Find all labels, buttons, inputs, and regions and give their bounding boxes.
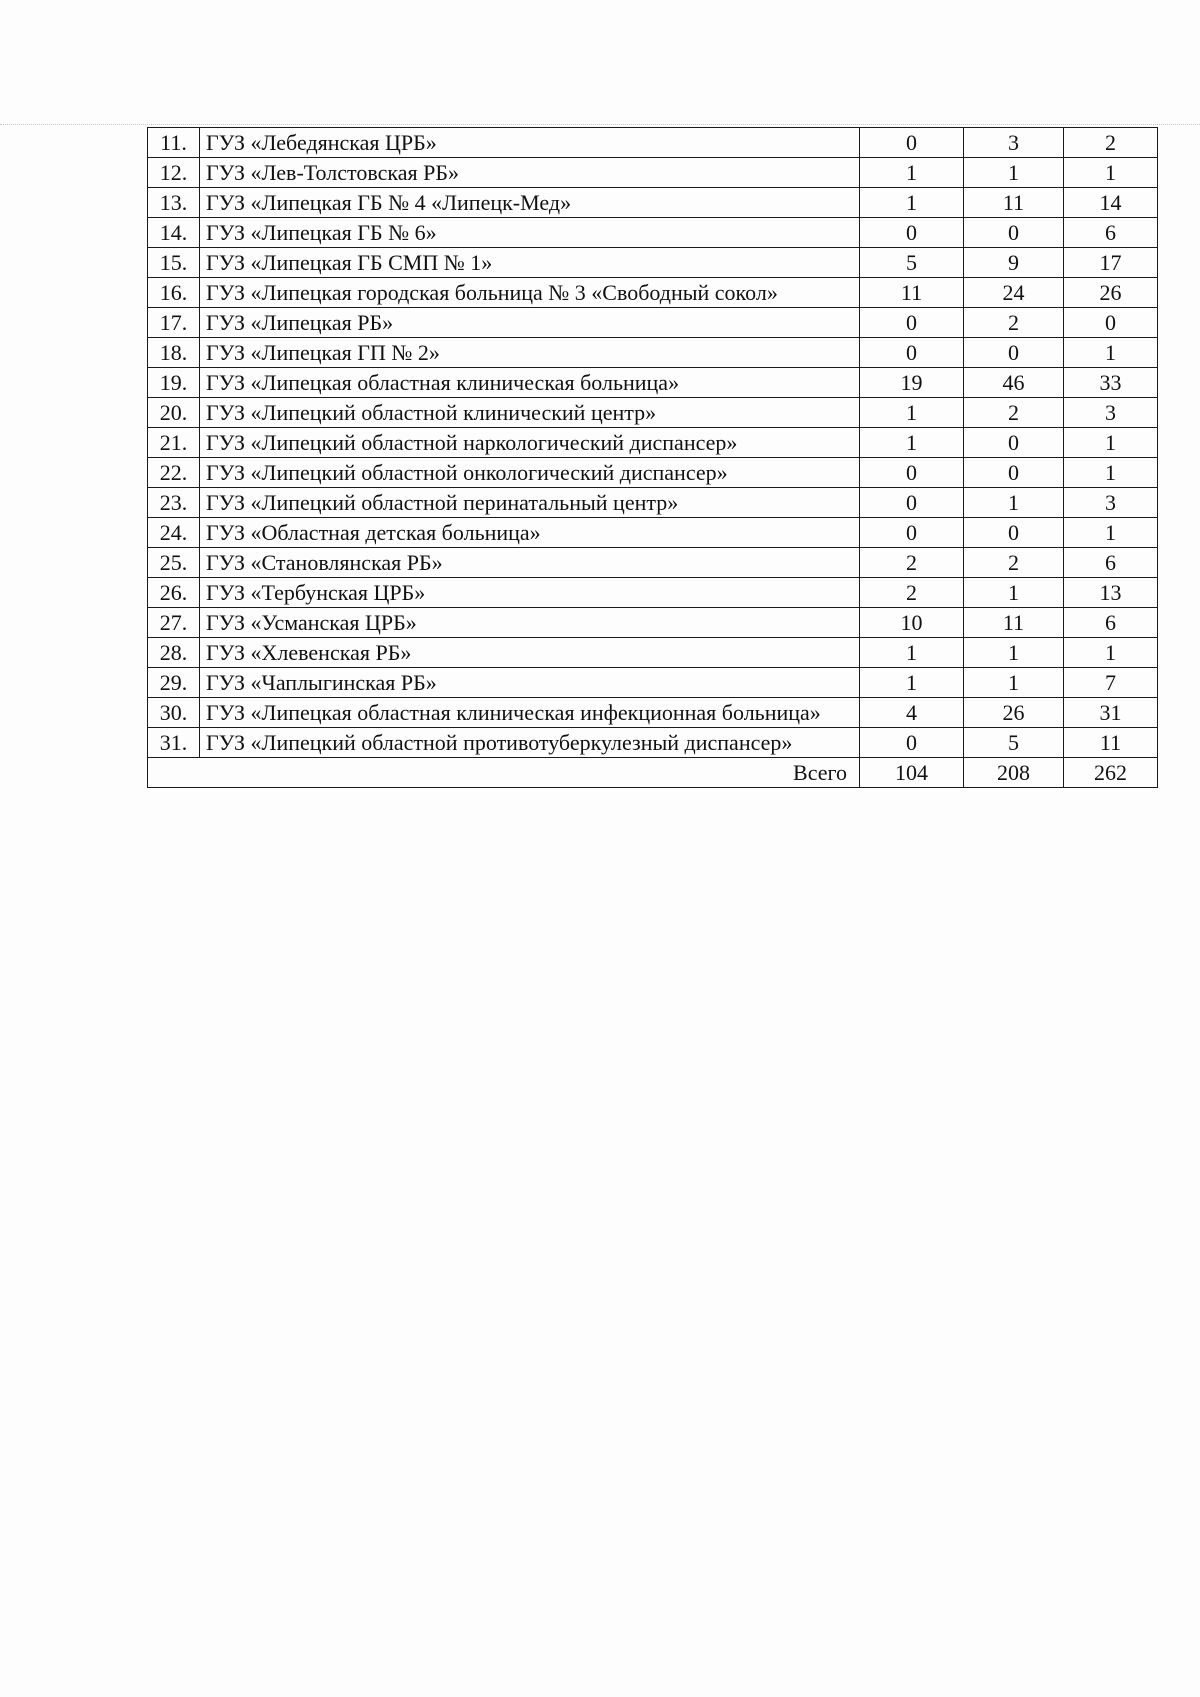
- facility-name: ГУЗ «Усманская ЦРБ»: [200, 608, 860, 638]
- total-row: [148, 758, 1158, 788]
- value-col-1: 0: [860, 728, 964, 758]
- value-col-2: 1: [964, 578, 1064, 608]
- scan-artifact-line: [0, 124, 1200, 125]
- value-col-3: 7: [1064, 668, 1158, 698]
- value-col-3: 1: [1064, 338, 1158, 368]
- value-col-2: 3: [964, 128, 1064, 158]
- row-number: 18.: [148, 338, 200, 368]
- table-row: [148, 218, 1158, 248]
- table-row: [148, 308, 1158, 338]
- facility-name: ГУЗ «Липецкий областной перинатальный центр»: [200, 488, 860, 518]
- table-body: [148, 128, 1158, 788]
- value-col-2: 1: [964, 638, 1064, 668]
- value-col-2: 24: [964, 278, 1064, 308]
- table-row: [148, 128, 1158, 158]
- table-row: [148, 668, 1158, 698]
- facility-name: ГУЗ «Липецкая ГП № 2»: [200, 338, 860, 368]
- value-col-2: 2: [964, 308, 1064, 338]
- facility-name: ГУЗ «Хлевенская РБ»: [200, 638, 860, 668]
- table-row: [148, 458, 1158, 488]
- facility-name: ГУЗ «Лев-Толстовская РБ»: [200, 158, 860, 188]
- value-col-2: 2: [964, 398, 1064, 428]
- facility-name: ГУЗ «Липецкая ГБ № 6»: [200, 218, 860, 248]
- row-number: 14.: [148, 218, 200, 248]
- table-row: [148, 488, 1158, 518]
- value-col-2: 0: [964, 218, 1064, 248]
- row-number: 21.: [148, 428, 200, 458]
- row-number: 20.: [148, 398, 200, 428]
- facility-name: ГУЗ «Липецкая ГБ № 4 «Липецк-Мед»: [200, 188, 860, 218]
- total-value-col-3: 262: [1064, 758, 1158, 788]
- table-row: [148, 578, 1158, 608]
- table-row: [148, 368, 1158, 398]
- table-row: [148, 278, 1158, 308]
- facility-name: ГУЗ «Лебедянская ЦРБ»: [200, 128, 860, 158]
- value-col-2: 11: [964, 608, 1064, 638]
- value-col-3: 6: [1064, 548, 1158, 578]
- value-col-1: 1: [860, 158, 964, 188]
- value-col-3: 26: [1064, 278, 1158, 308]
- value-col-1: 0: [860, 458, 964, 488]
- row-number: 26.: [148, 578, 200, 608]
- row-number: 30.: [148, 698, 200, 728]
- facility-name: ГУЗ «Липецкая ГБ СМП № 1»: [200, 248, 860, 278]
- value-col-3: 31: [1064, 698, 1158, 728]
- row-number: 17.: [148, 308, 200, 338]
- value-col-1: 2: [860, 548, 964, 578]
- value-col-1: 1: [860, 188, 964, 218]
- value-col-2: 2: [964, 548, 1064, 578]
- facility-name: ГУЗ «Липецкий областной противотуберкулезный диспансер»: [200, 728, 860, 758]
- row-number: 12.: [148, 158, 200, 188]
- value-col-3: 13: [1064, 578, 1158, 608]
- total-value-col-1: 104: [860, 758, 964, 788]
- value-col-3: 11: [1064, 728, 1158, 758]
- value-col-2: 9: [964, 248, 1064, 278]
- total-value-col-2: 208: [964, 758, 1064, 788]
- value-col-1: 1: [860, 668, 964, 698]
- value-col-3: 1: [1064, 638, 1158, 668]
- facility-name: ГУЗ «Липецкая областная клиническая больница»: [200, 368, 860, 398]
- table-row: [148, 338, 1158, 368]
- value-col-1: 2: [860, 578, 964, 608]
- value-col-1: 11: [860, 278, 964, 308]
- value-col-3: 1: [1064, 158, 1158, 188]
- value-col-3: 6: [1064, 608, 1158, 638]
- value-col-3: 14: [1064, 188, 1158, 218]
- value-col-1: 19: [860, 368, 964, 398]
- value-col-2: 1: [964, 158, 1064, 188]
- row-number: 25.: [148, 548, 200, 578]
- value-col-3: 1: [1064, 428, 1158, 458]
- value-col-2: 46: [964, 368, 1064, 398]
- value-col-2: 0: [964, 338, 1064, 368]
- value-col-2: 5: [964, 728, 1064, 758]
- row-number: 31.: [148, 728, 200, 758]
- table-row: [148, 158, 1158, 188]
- table-row: [148, 188, 1158, 218]
- value-col-2: 0: [964, 428, 1064, 458]
- row-number: 22.: [148, 458, 200, 488]
- facility-name: ГУЗ «Чаплыгинская РБ»: [200, 668, 860, 698]
- facility-name: ГУЗ «Липецкая областная клиническая инфекционная больница»: [200, 698, 860, 728]
- facilities-table: [147, 127, 1158, 788]
- value-col-1: 1: [860, 398, 964, 428]
- table-row: [148, 728, 1158, 758]
- value-col-3: 1: [1064, 458, 1158, 488]
- total-label: Всего: [148, 758, 860, 788]
- table-row: [148, 638, 1158, 668]
- row-number: 11.: [148, 128, 200, 158]
- value-col-3: 3: [1064, 398, 1158, 428]
- value-col-1: 0: [860, 338, 964, 368]
- value-col-1: 0: [860, 218, 964, 248]
- row-number: 13.: [148, 188, 200, 218]
- row-number: 29.: [148, 668, 200, 698]
- facility-name: ГУЗ «Липецкий областной наркологический диспансер»: [200, 428, 860, 458]
- facility-name: ГУЗ «Становлянская РБ»: [200, 548, 860, 578]
- facility-name: ГУЗ «Липецкий областной клинический центр»: [200, 398, 860, 428]
- value-col-1: 0: [860, 308, 964, 338]
- value-col-1: 10: [860, 608, 964, 638]
- value-col-1: 0: [860, 128, 964, 158]
- value-col-3: 2: [1064, 128, 1158, 158]
- value-col-1: 1: [860, 428, 964, 458]
- value-col-1: 0: [860, 518, 964, 548]
- row-number: 15.: [148, 248, 200, 278]
- value-col-1: 1: [860, 638, 964, 668]
- facility-name: ГУЗ «Тербунская ЦРБ»: [200, 578, 860, 608]
- facility-name: ГУЗ «Липецкий областной онкологический диспансер»: [200, 458, 860, 488]
- row-number: 23.: [148, 488, 200, 518]
- table-row: [148, 608, 1158, 638]
- table-row: [148, 428, 1158, 458]
- value-col-3: 6: [1064, 218, 1158, 248]
- row-number: 16.: [148, 278, 200, 308]
- value-col-3: 1: [1064, 518, 1158, 548]
- value-col-2: 0: [964, 518, 1064, 548]
- table-row: [148, 398, 1158, 428]
- value-col-3: 3: [1064, 488, 1158, 518]
- row-number: 19.: [148, 368, 200, 398]
- value-col-2: 0: [964, 458, 1064, 488]
- table-row: [148, 548, 1158, 578]
- value-col-2: 26: [964, 698, 1064, 728]
- value-col-1: 5: [860, 248, 964, 278]
- row-number: 27.: [148, 608, 200, 638]
- value-col-2: 11: [964, 188, 1064, 218]
- facility-name: ГУЗ «Липецкая РБ»: [200, 308, 860, 338]
- row-number: 24.: [148, 518, 200, 548]
- table-row: [148, 248, 1158, 278]
- value-col-3: 33: [1064, 368, 1158, 398]
- facility-name: ГУЗ «Областная детская больница»: [200, 518, 860, 548]
- value-col-1: 0: [860, 488, 964, 518]
- value-col-3: 17: [1064, 248, 1158, 278]
- facility-name: ГУЗ «Липецкая городская больница № 3 «Свободный сокол»: [200, 278, 860, 308]
- value-col-1: 4: [860, 698, 964, 728]
- row-number: 28.: [148, 638, 200, 668]
- value-col-2: 1: [964, 488, 1064, 518]
- table-row: [148, 518, 1158, 548]
- table-row: [148, 698, 1158, 728]
- value-col-3: 0: [1064, 308, 1158, 338]
- value-col-2: 1: [964, 668, 1064, 698]
